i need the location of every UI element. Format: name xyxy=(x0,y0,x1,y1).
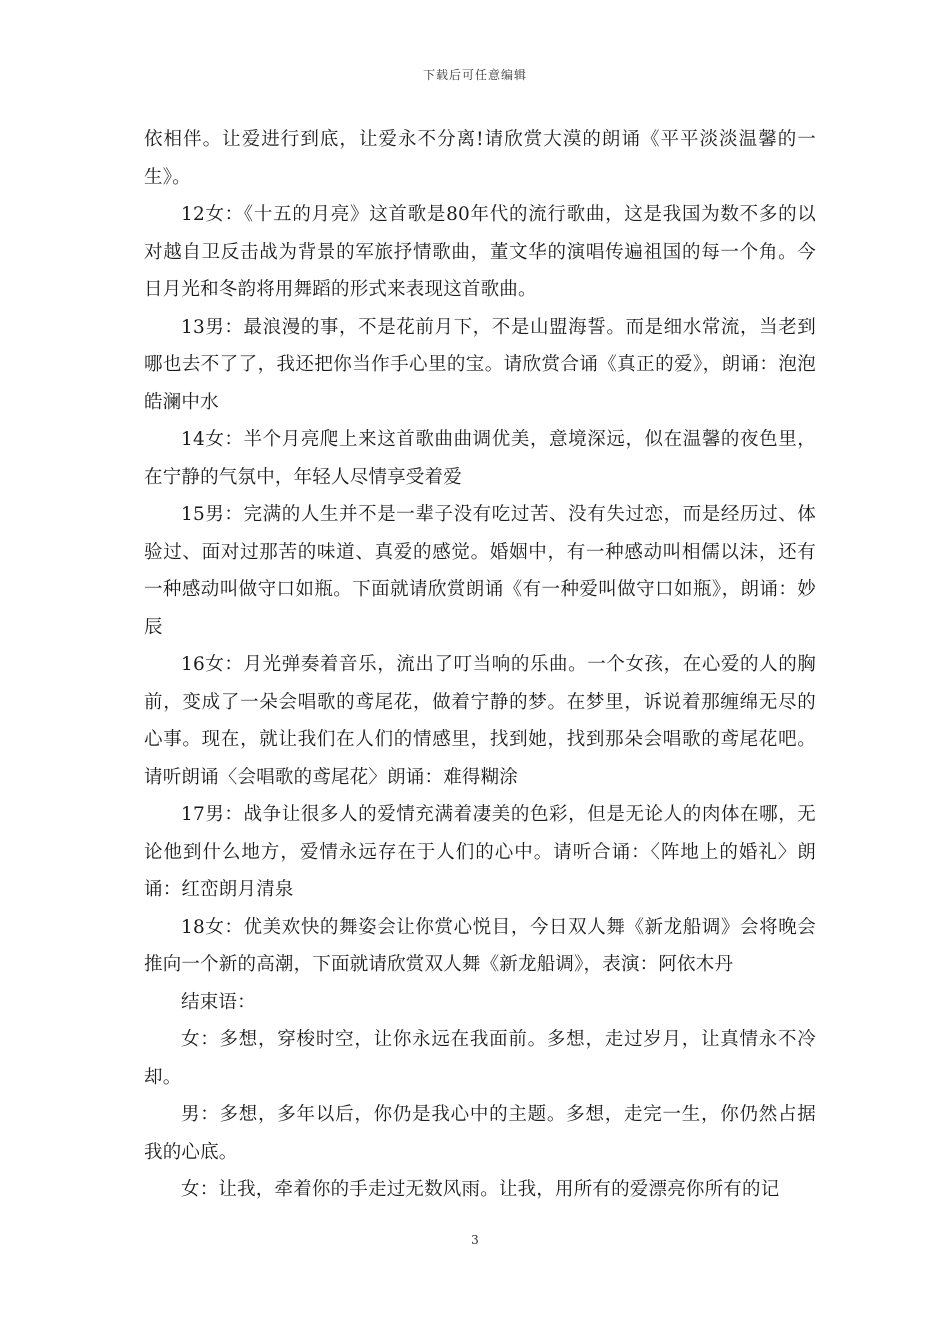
document-body xyxy=(144,121,816,1209)
closing-heading: 结束语： xyxy=(181,991,256,1013)
closing-male-1: 男：多想，多年以后，你仍是我心中的主题。多想，走完一生，你仍然占据我的心底。 xyxy=(144,1104,816,1163)
closing-female-1: 女：多想，穿梭时空，让你永远在我面前。多想，走过岁月，让真情永不冷却。 xyxy=(144,1029,816,1088)
closing-female-2: 女：让我，牵着你的手走过无数风雨。让我，用所有的爱漂亮你所有的记 xyxy=(181,1179,780,1200)
page-number: 3 xyxy=(471,1233,479,1247)
paragraph-17-male: 17男：战争让很多人的爱情充满着凄美的色彩，但是无论人的肉体在哪，无论他到什么地方，爱情永远存在于人们的心中。请听合诵：〈阵地上的婚礼〉朗诵：红峦朗月清泉 xyxy=(144,804,816,900)
paragraph-12-female: 12女：《十五的月亮》这首歌是80年代的流行歌曲，这是我国为数不多的以对越自卫反击战为背景的军旅抒情歌曲，董文华的演唱传遍祖国的每一个角。今日月光和冬韵将用舞蹈的形式来表现这首歌曲。 xyxy=(144,204,816,300)
paragraph-18-female: 18女：优美欢快的舞姿会让你赏心悦目，今日双人舞《新龙船调》会将晚会推向一个新的高潮，下面就请欣赏双人舞《新龙船调》，表演：阿依木丹 xyxy=(144,916,816,975)
paragraph-16-female: 16女：月光弹奏着音乐，流出了叮当响的乐曲。一个女孩，在心爱的人的胸前，变成了一朵会唱歌的鸢尾花，做着宁静的梦。在梦里，诉说着那缠绵无尽的心事。现在，就让我们在人们的情感里，找到她，找到那朵会唱歌的鸢尾花吧。请听朗诵〈会唱歌的鸢尾花〉朗诵：难得糊涂 xyxy=(144,654,816,788)
paragraph-14-female: 14女：半个月亮爬上来这首歌曲曲调优美，意境深远，似在温馨的夜色里，在宁静的气氛中，年轻人尽情享受着爱 xyxy=(144,429,816,488)
page-header: 下载后可任意编辑 xyxy=(422,68,527,82)
paragraph-15-male: 15男：完满的人生并不是一辈子没有吃过苦、没有失过恋，而是经历过、体验过、面对过那苦的味道、真爱的感觉。婚姻中，有一种感动叫相儒以沫，还有一种感动叫做守口如瓶。下面就请欣赏朗诵《有一种爱叫做守口如瓶》，朗诵：妙辰 xyxy=(144,504,816,638)
paragraph-13-male: 13男：最浪漫的事，不是花前月下，不是山盟海誓。而是细水常流，当老到哪也去不了了，我还把你当作手心里的宝。请欣赏合诵《真正的爱》，朗诵：泡泡皓澜中水 xyxy=(144,316,816,413)
paragraph-continuation: 依相伴。让爱进行到底，让爱永不分离!请欣赏大漠的朗诵《平平淡淡温馨的一生》。 xyxy=(144,129,816,188)
